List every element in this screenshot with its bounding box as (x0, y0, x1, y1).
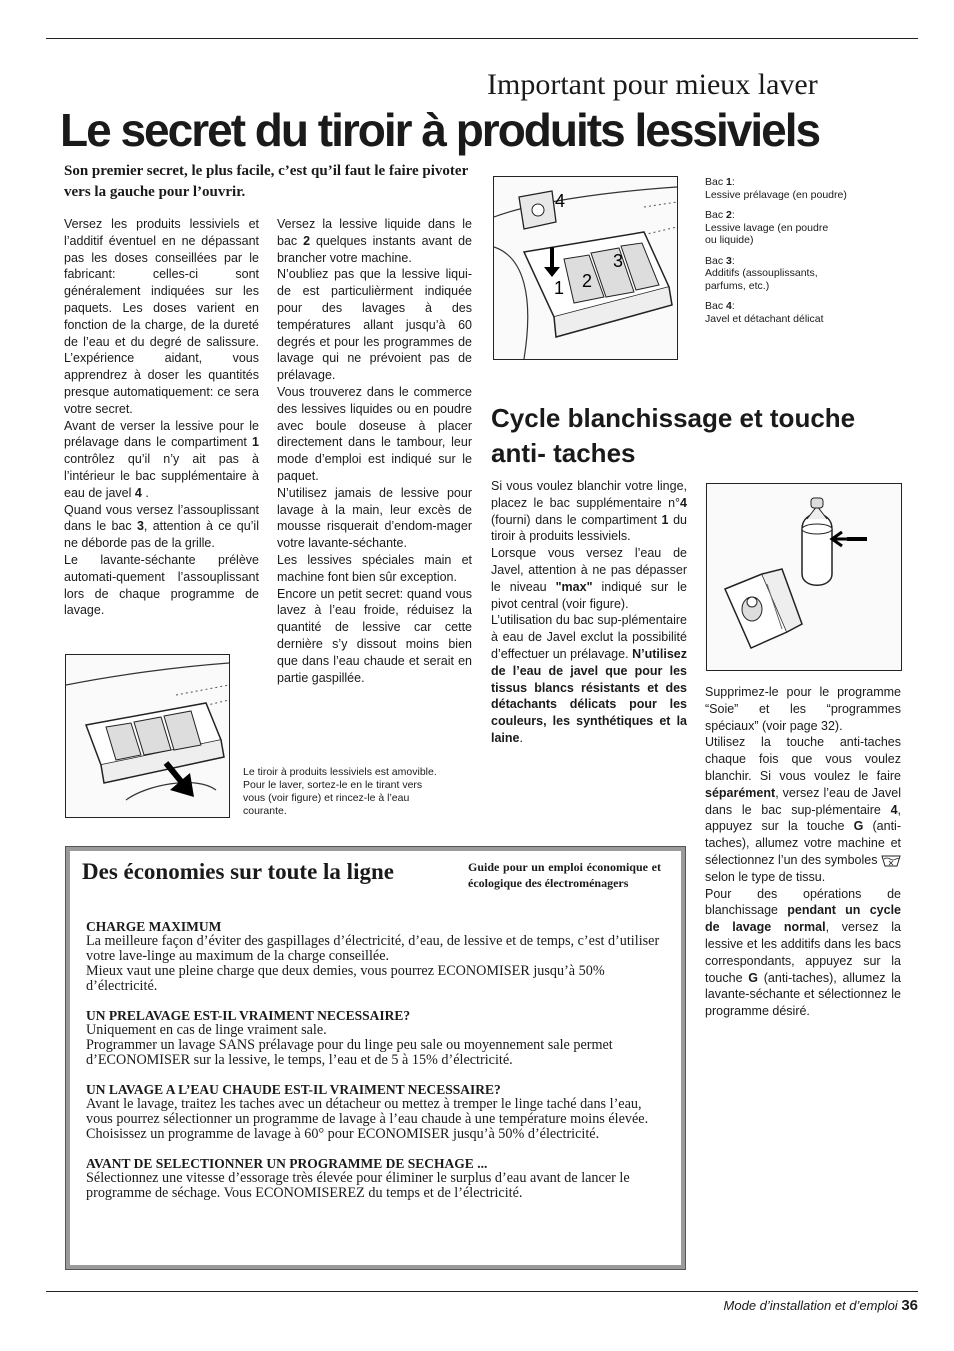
cycle-p5-num: 4 (890, 802, 898, 817)
legend-bac-3 (705, 255, 895, 293)
col2-paragraph-6: Encore un petit secret: quand vous lavez à l’eau froide, réduisez la quantité de lessive car cette dernière s’y dissout moins bien que dans l’eau chaude et serait en partie gaspillée. (277, 586, 472, 685)
eco-section-heading: CHARGE MAXIMUM (86, 919, 222, 934)
col1-p2-num-4: 4 (134, 485, 142, 500)
cycle-p2-text: Lorsque vous versez l’eau de Javel, attention à ne pas dépasser le niveau (491, 546, 687, 594)
cycle-p3-bold: N’utilisez de l’eau de javel que pour les tissus blancs résistants et des détachants délicats pour les couleurs, les synthétiques et la laine (491, 646, 687, 745)
bac-suffix: : (731, 176, 735, 188)
footer-text: Mode d’installation et d’emploi (723, 1298, 898, 1313)
col2-paragraph-4: N’utilisez jamais de lessive pour lavage à la main, leur excès de mousse risquerait d’endom-mager votre lavante-séchante. (277, 485, 472, 551)
bac-text: Lessive lavage (en poudre ou liquide) (705, 221, 829, 246)
column-2 (277, 216, 472, 686)
col2-p1-text: Versez la lessive liquide dans le bac (277, 217, 472, 248)
col2-paragraph-1 (277, 216, 472, 266)
cycle-p6-bold: pendant un cycle de lavage normal (705, 903, 901, 935)
col1-p3-text-2: , attention à ce qu’il ne déborde pas de la grille. (64, 519, 259, 551)
col2-paragraph-3: Vous trouverez dans le commerce des lessives liquides ou en poudre avec boule doseuse à placer directement dans le tambour, leur mode d’emploi est indiqué sur le paquet. (277, 384, 472, 483)
cycle-paragraph-4: Supprimez-le pour le programme “Soie” et les “programmes spéciaux” (voir page 32). (705, 685, 901, 733)
economies-guide: Guide pour un emploi économique et écologique des électroménagers (468, 860, 661, 890)
footer (724, 1297, 918, 1314)
cycle-p1-text-3: du tiroir à produits lessiviels. (491, 512, 687, 544)
page-subtitle: Important pour mieux laver (487, 68, 818, 101)
eco-section-line: Programmer un lavage SANS prélavage pour du linge peu sale ou moyennement sale permet d’ECONOMISER sur la lessive, le temps, l’eau et de 5 à 15% d’électricité. (86, 1037, 613, 1068)
col2-paragraph-2: N’oubliez pas que la lessive liqui-de est particulièrment indiquée pour des lavages à des températures allant jusqu’à 60 degrés et pour les programmes de lavage qui ne prévoient pas de prélavage. (277, 267, 472, 383)
drawer-removal-illustration (66, 655, 229, 817)
cycle-p1-num: 4 (680, 495, 687, 510)
cycle-heading: Cycle blanchissage et touche anti- taches (491, 403, 856, 468)
intro-text: Son premier secret, le plus facile, c’est qu’il faut le faire pivoter vers la gauche pour l’ouvrir. (64, 163, 468, 200)
col1-paragraph-1: Versez les produits lessiviels et l’additif éventuel en ne dépassant pas les doses conseillées par le fabricant: celles-ci sont généralement indiquées sur les paquets. Les doses varient en fonction de la charge, de la dureté de l’eau et du degré de salissure. L’expérience aidant, vous apprendrez à doser les quantités presque automatiquement: ce sera votre secret. (64, 217, 259, 416)
legend-bac-4 (705, 300, 895, 325)
bac-suffix: : (731, 254, 735, 267)
eco-section-charge (86, 919, 662, 994)
bleach-symbol-icon (881, 854, 901, 867)
legend-bac-1 (705, 176, 895, 201)
eco-section-line: Mieux vaut une pleine charge que deux demies, vous pourrez ECONOMISER jusqu’à 50% d’électricité. (86, 963, 605, 994)
cycle-p3-text: L’utilisation du bac sup-plémentaire à eau de Javel exclut la possibilité d’effectuer un prélavage. (491, 613, 687, 661)
economies-body (86, 919, 662, 1215)
cycle-paragraph-2 (491, 545, 687, 612)
bleach-container-illustration (707, 484, 901, 670)
eco-section-prelavage (86, 1008, 662, 1068)
bac-text: Additifs (assouplissants, parfums, etc.) (705, 267, 818, 292)
col1-p2-text: Avant de verser la lessive pour le prélavage dans le compartiment (64, 418, 259, 450)
economies-box (65, 846, 686, 1270)
label-3: 3 (613, 251, 624, 271)
eco-section-eau-chaude (86, 1082, 662, 1142)
col1-p2-text-3: . (141, 485, 149, 500)
bac-text: Lessive prélavage (en poudre) (705, 188, 847, 201)
economies-title: Des économies sur toute la ligne (82, 859, 394, 884)
cycle-p1-num-2: 1 (661, 512, 669, 527)
cycle-p5-text: Utilisez la touche anti-taches chaque fois que vous voulez blanchir. Si vous voulez le faire (705, 735, 901, 783)
column-4 (705, 684, 901, 1020)
eco-section-line: Choisissez un programme de lavage à 60° pour ECONOMISER jusqu’à 50% d’électricité. (86, 1126, 600, 1142)
col1-p2-text-2: contrôlez qu’il n’y ait pas à l’intérieur le bac supplémentaire à eau de javel (64, 452, 259, 500)
cycle-p6-text-3: (anti-taches), allumez la lavante-séchante et sélectionnez le programme désiré. (705, 970, 901, 1019)
label-4: 4 (555, 191, 566, 211)
legend-bac-2 (705, 209, 895, 247)
cycle-p6-text: Pour des opérations de blanchissage (705, 886, 901, 918)
figure-drawer-compartments (493, 176, 678, 360)
eco-section-line: La meilleure façon d’éviter des gaspillages d’électricité, d’eau, de lessive et de temps, c’est d’utiliser votre lave-linge au maximum de la charge conseillée. (86, 933, 660, 964)
bac-prefix: Bac (705, 300, 727, 312)
bac-text: Javel et détachant délicat (705, 312, 824, 325)
col2-p1-text-2: quelques instants avant de brancher votre machine. (277, 233, 472, 265)
drawer-caption: Le tiroir à produits lessiviels est amovible. Pour le laver, sortez-le en le tirant vers vous (voir figure) et rincez-le à l’eau courante. (243, 766, 437, 817)
drawer-compartments-illustration (494, 177, 677, 359)
bottom-rule (46, 1291, 918, 1292)
page-number: 36 (901, 1297, 918, 1314)
eco-section-sechage (86, 1156, 662, 1201)
figure-drawer-removal (65, 654, 230, 818)
cycle-paragraph-3 (491, 612, 687, 746)
bac-prefix: Bac (705, 209, 727, 221)
cycle-p1-text-2: (fourni) dans le compartiment (491, 512, 662, 527)
figure-bleach-container (706, 483, 902, 671)
cycle-p6-text-2: , versez la lessive et les additifs dans les bacs correspondants, appuyez sur la touche (705, 920, 901, 985)
eco-section-line: Sélectionnez une vitesse d’essorage très élevée pour éliminer le surplus d’eau avant de lancer le programme de séchage. Vous ECONOMISEREZ du temps et de l’électricité. (86, 1170, 630, 1201)
cycle-p5-text-2: , versez l’eau de Javel dans le bac sup-plémentaire (705, 785, 901, 817)
eco-section-heading: AVANT DE SELECTIONNER UN PROGRAMME DE SECHAGE ... (86, 1156, 488, 1171)
top-rule (46, 38, 918, 39)
bac-prefix: Bac (705, 176, 727, 188)
cycle-p5-text-3: , appuyez sur la touche (705, 802, 901, 834)
bac-num: 2 (726, 209, 732, 221)
bac-suffix: : (731, 300, 735, 312)
col1-paragraph-2 (64, 418, 259, 502)
col1-p2-num-1: 1 (252, 435, 259, 450)
bac-num: 1 (726, 176, 732, 188)
page-title: Le secret du tiroir à produits lessiviels (60, 104, 820, 156)
bac-num: 3 (726, 254, 732, 267)
column-1 (64, 216, 259, 619)
cycle-paragraph-1 (491, 478, 687, 545)
cycle-p1-text: Si vous voulez blanchir votre linge, placez le bac supplémentaire n° (491, 479, 687, 510)
label-1: 1 (554, 278, 565, 298)
eco-section-line: Uniquement en cas de linge vraiment sale. (86, 1022, 327, 1038)
column-3 (491, 478, 687, 747)
col2-paragraph-5: Les lessives spéciales main et machine font bien sûr exception. (277, 552, 472, 584)
eco-section-line: Avant le lavage, traitez les taches avec un détacheur ou mettez à tremper le linge taché dans l’eau, vous pourrez sélectionner un programme de lavage à l’eau chaude à une température moins élevée. (86, 1096, 649, 1127)
cycle-p6-key: G (748, 970, 759, 985)
bac-prefix: Bac (705, 254, 727, 267)
cycle-paragraph-5 (705, 734, 901, 885)
bac-num: 4 (726, 300, 732, 312)
cycle-p5-bold: séparément (705, 785, 776, 800)
cycle-p2-max: "max" (555, 579, 593, 594)
col1-p3-text: Quand vous versez l’assouplissant dans le bac (64, 502, 259, 534)
eco-section-heading: UN PRELAVAGE EST-IL VRAIMENT NECESSAIRE? (86, 1008, 411, 1023)
col2-p1-num: 2 (303, 233, 311, 248)
cycle-p5-text-4: (anti-taches), allumez votre machine et sélectionnez l’un des symboles (705, 819, 902, 867)
col1-p3-num: 3 (136, 519, 144, 534)
cycle-p5-text-5: selon le type de tissu. (705, 869, 826, 884)
bac-suffix: : (731, 209, 735, 221)
col1-paragraph-3 (64, 502, 259, 552)
cycle-paragraph-6 (705, 886, 901, 1020)
cycle-p2-text-2: indiqué sur le pivot central (voir figure). (491, 579, 687, 611)
cycle-p5-key: G (853, 819, 864, 834)
col1-paragraph-4: Le lavante-séchante prélève automati-quement l’assouplissant lors de chaque programme de lavage. (64, 552, 259, 618)
eco-section-heading: UN LAVAGE A L’EAU CHAUDE EST-IL VRAIMENT NECESSAIRE? (86, 1082, 501, 1097)
compartment-legend (705, 176, 895, 333)
label-2: 2 (582, 271, 593, 291)
cycle-p3-end: . (519, 730, 523, 745)
